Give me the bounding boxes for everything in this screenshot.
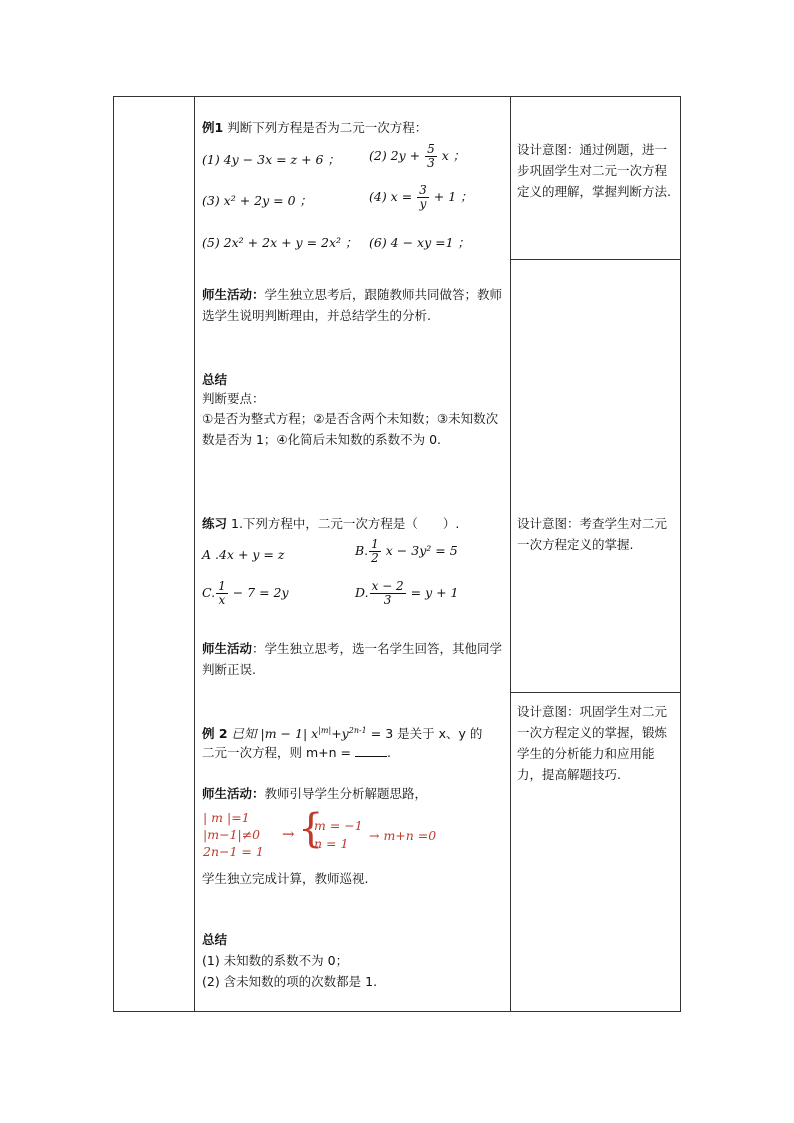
ex1-title-line bbox=[202, 119, 427, 137]
ex1-item-5: (5) 2x² + 2x + y = 2x² ； bbox=[202, 235, 358, 250]
practice-option-d: D. $\frac{x - 2}{3}$ = y + 1 bbox=[355, 579, 459, 607]
ex2-summary-1: (1) 未知数的系数不为 0； bbox=[202, 953, 349, 968]
ex2-final: → m+n =0 bbox=[369, 828, 437, 843]
ex2-line-2: 二元一次方程，则 m+n = . bbox=[202, 745, 391, 760]
ex1-item-6: (6) 4 − xy =1 ； bbox=[369, 235, 471, 250]
ex1-prompt: 判断下列方程是否为二元一次方程： bbox=[227, 120, 428, 135]
ex1-item-2: (2) 2y + $\frac{5}{3}$ x ； bbox=[369, 142, 466, 170]
row-divider-1 bbox=[511, 259, 680, 260]
ex2-result-system: m = −1 n = 1 bbox=[314, 818, 363, 851]
row-divider-2 bbox=[511, 692, 680, 693]
ex2-summary-label: 总结 bbox=[202, 932, 228, 947]
ex2-system: | m |=1 |m−1|≠0 2n−1 = 1 bbox=[203, 810, 264, 859]
answer-blank bbox=[355, 744, 387, 757]
ex2-summary-2: (2) 含未知数的项的次数都是 1. bbox=[202, 974, 378, 989]
ex1-summary-sub: 判断要点： bbox=[202, 391, 265, 406]
ex2-arrow-1: → bbox=[282, 825, 295, 843]
ex2-line-1: 例 2 已知 |m − 1| $x^{|m|}+y^{2n-1} = 3$ 是关于 x、y 的 bbox=[202, 726, 483, 742]
ex1-summary-label: 总结 bbox=[202, 372, 228, 387]
practice-activity: 师生活动：学生独立思考，选一名学生回答，其他同学判断正误. bbox=[202, 641, 503, 677]
practice-option-c: C. $\frac{1}{x}$ − 7 = 2y bbox=[202, 579, 289, 607]
ex1-item-1: (1) 4y − 3x = z + 6 ； bbox=[202, 152, 340, 167]
ex1-activity: 师生活动：学生独立思考后，跟随教师共同做答；教师选学生说明判断理由，并总结学生的分析. bbox=[202, 287, 503, 323]
column-divider-right bbox=[510, 97, 511, 1011]
practice-option-a: A .4x + y = z bbox=[202, 547, 285, 562]
ex2-after: 学生独立完成计算，教师巡视. bbox=[202, 871, 369, 886]
practice-title-line: 练习 1.下列方程中，二元一次方程是（ ）. bbox=[202, 516, 460, 531]
ex1-intent: 设计意图：通过例题，进一步巩固学生对二元一次方程定义的理解，掌握判断方法. bbox=[517, 142, 671, 199]
ex1-item-4: (4) x = $\frac{3}{y}$ + 1 ； bbox=[369, 183, 473, 211]
lesson-table bbox=[113, 96, 681, 1012]
ex2-intent: 设计意图：巩固学生对二元一次方程定义的掌握，锻炼学生的分析能力和应用能力，提高解题技巧. bbox=[517, 704, 668, 782]
column-divider-left bbox=[194, 97, 195, 1011]
ex1-item-3: (3) x² + 2y = 0 ； bbox=[202, 193, 313, 208]
ex2-brace: { bbox=[298, 806, 324, 852]
practice-intent: 设计意图：考查学生对二元一次方程定义的掌握. bbox=[517, 516, 668, 552]
ex1-heading: 例1 bbox=[202, 120, 224, 135]
ex2-activity: 师生活动：教师引导学生分析解题思路， bbox=[202, 786, 428, 801]
ex1-summary-text: ①是否为整式方程；②是否含两个未知数；③未知数次数是否为 1；④化简后未知数的系数不为 0. bbox=[202, 411, 499, 447]
practice-option-b: B. $\frac{1}{2}$ x − 3y² = 5 bbox=[355, 537, 458, 565]
